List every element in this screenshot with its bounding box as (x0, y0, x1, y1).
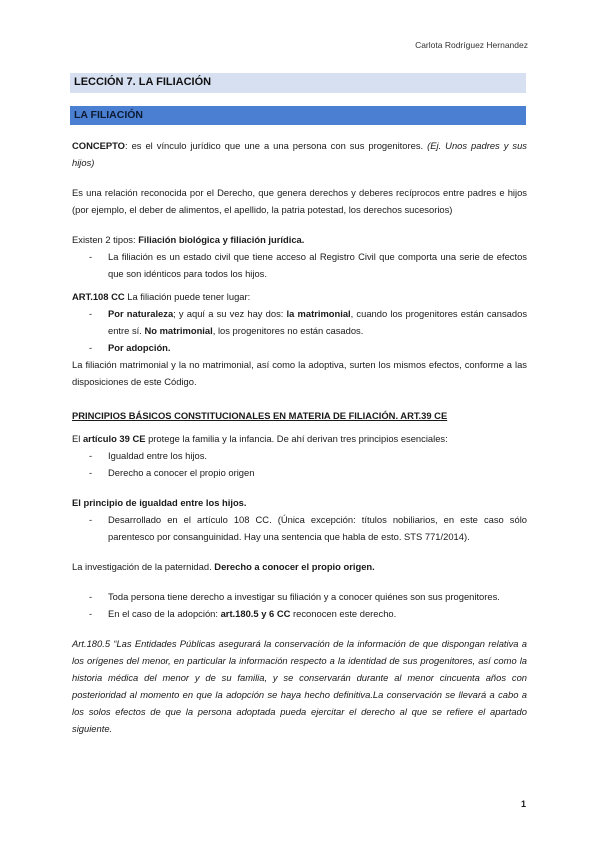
intro-bold: artículo 39 CE (82, 433, 146, 444)
concepto-label: CONCEPTO (72, 140, 125, 151)
heading-bold: El principio de igualdad entre los hijos. (72, 497, 247, 508)
tipos-bold: Filiación biológica y filiación jurídica. (138, 234, 305, 245)
art108-intro: La filiación puede tener lugar: (124, 291, 251, 302)
list-item: - Toda persona tiene derecho a investigar su filiación y a conocer quiénes son sus progenitores. (72, 588, 527, 605)
item-bold: No matrimonial (144, 325, 213, 336)
intro-text: protege la familia y la infancia. De ahí derivan tres principios esenciales: (145, 433, 448, 444)
section-title: LA FILIACIÓN (70, 106, 526, 125)
intro-text: El (72, 433, 83, 444)
art108-closing: La filiación matrimonial y la no matrimonial, así como la adoptiva, surten los mismos efectos, conforme a las disposiciones de este Código. (72, 359, 527, 387)
investigacion-bold: Derecho a conocer el propio origen. (214, 561, 375, 572)
igualdad-heading (72, 494, 527, 511)
list-item (72, 605, 527, 622)
list-item: - Desarrollado en el artículo 108 CC. (Única excepción: títulos nobiliarios, en este caso sólo parentesco por consanguinidad. Hay una sentencia que habla de esto. STS 771/2014). (72, 511, 527, 545)
relacion-paragraph: Es una relación reconocida por el Derecho, que genera derechos y deberes recíprocos entre padres e hijos (por ejemplo, el deber de alimentos, el apellido, la patria potestad, los derechos sucesorios) (72, 187, 527, 215)
document-body (72, 137, 527, 737)
item-bold: Por naturaleza (108, 308, 174, 319)
concepto-text: : es el vínculo jurídico que une a una persona con sus progenitores. (124, 140, 428, 151)
concepto-paragraph (72, 137, 527, 171)
list-item (72, 305, 527, 339)
item-text: ; y aquí a su vez hay dos: (173, 308, 287, 319)
art108-paragraph (72, 288, 527, 305)
igualdad-list (72, 511, 527, 545)
tipos-paragraph (72, 231, 527, 248)
investigacion-list (72, 588, 527, 622)
item-text: , cuando los progenitores están cansados entre sí. (108, 308, 528, 336)
item-text: reconocen este derecho. (290, 608, 397, 619)
principios-intro (72, 430, 527, 447)
item-text: En el caso de la adopción: (108, 608, 221, 619)
author-header: Carlota Rodríguez Hernandez (415, 40, 528, 50)
list-item: - Derecho a conocer el propio origen (72, 464, 527, 481)
item-bold: la matrimonial (286, 308, 351, 319)
article-quote: Art.180.5 “Las Entidades Públicas asegurará la conservación de la información de que dispongan relativa a los orígenes del menor, en particular la información respecto a la identidad de sus progenitores, así como la historia médica del menor y de su familia, y se conservarán durante al menor cincuenta años con posterioridad al momento en que la adopción se haya hecho definitiva.La conservación se llevará a cabo a los solos efectos de que la persona adoptada pueda ejercitar el derecho al que se refiere el apartado siguiente. (72, 638, 527, 734)
lesson-title: LECCIÓN 7. LA FILIACIÓN (70, 73, 526, 93)
investigacion-text: La investigación de la paternidad. (72, 561, 215, 572)
art108-label: ART.108 CC (72, 291, 125, 302)
item-bold: Por adopción. (108, 342, 171, 353)
list-item (72, 339, 527, 356)
principios-list (72, 447, 527, 481)
investigacion-paragraph (72, 558, 527, 575)
list-item: - Igualdad entre los hijos. (72, 447, 527, 464)
principios-heading: PRINCIPIOS BÁSICOS CONSTITUCIONALES EN MATERIA DE FILIACIÓN. ART.39 CE (72, 410, 448, 421)
list-item: - La filiación es un estado civil que tiene acceso al Registro Civil que comporta una serie de efectos que son idénticos para todos los hijos. (72, 248, 527, 282)
page-number: 1 (520, 799, 526, 809)
item-bold: art.180.5 y 6 CC (220, 608, 291, 619)
art108-list (72, 305, 527, 356)
concepto-example: (Ej. Unos padres y sus hijos) (72, 140, 527, 168)
tipos-intro: Existen 2 tipos: (72, 234, 139, 245)
tipos-list (72, 248, 527, 282)
item-text: , los progenitores no están casados. (212, 325, 364, 336)
